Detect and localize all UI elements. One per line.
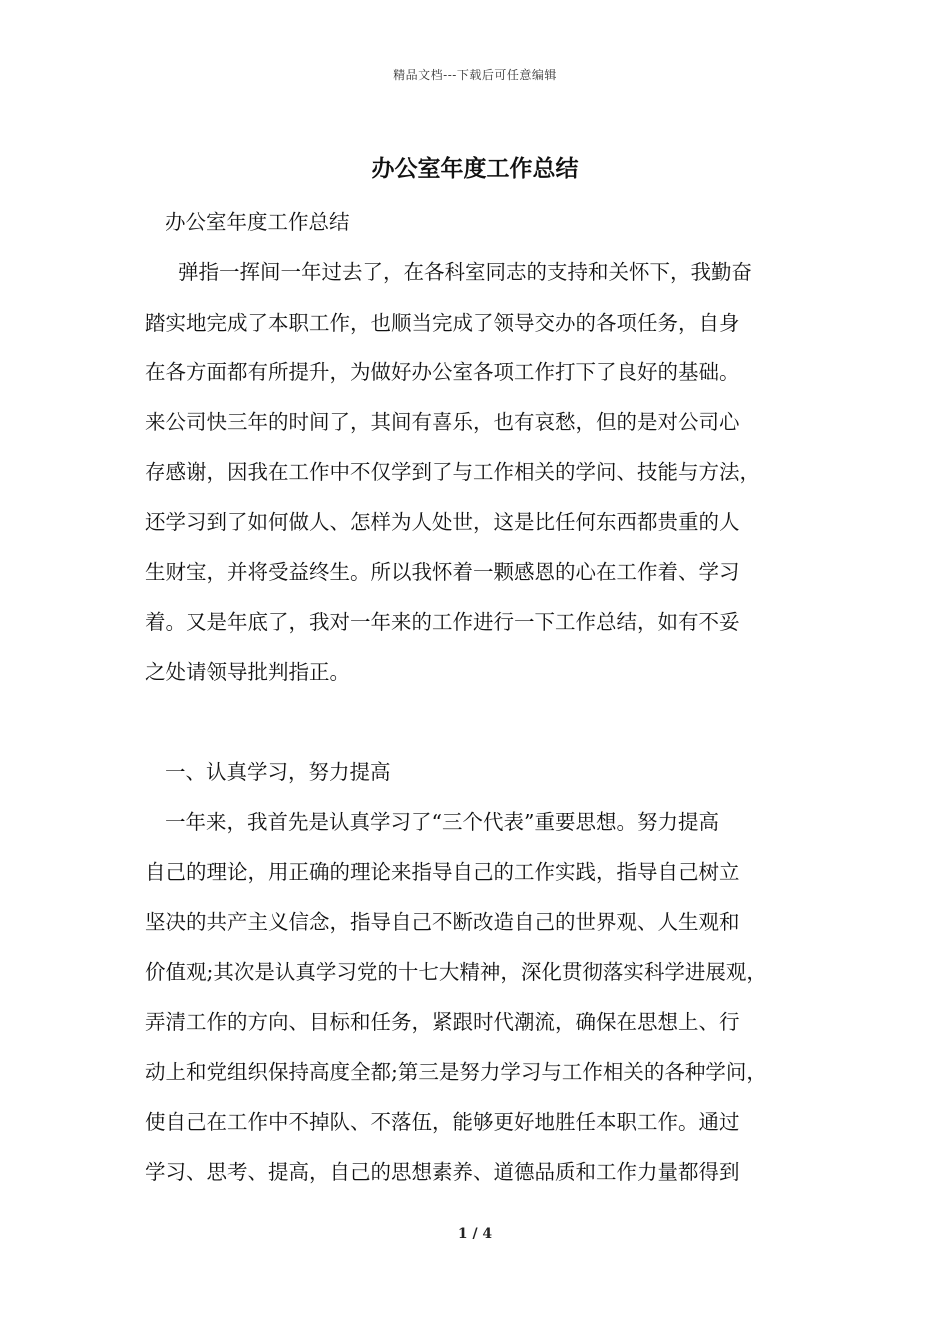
paragraph-line: 使自己在工作中不掉队、不落伍，能够更好地胜任本职工作。通过 — [145, 1110, 740, 1134]
paragraph-line: 学习、思考、提高，自己的思想素养、道德品质和工作力量都得到 — [145, 1160, 740, 1184]
paragraph-line: 坚决的共产主义信念，指导自己不断改造自己的世界观、人生观和 — [145, 910, 740, 934]
page-header: 精品文档---下载后可任意编辑 — [393, 68, 557, 82]
paragraph-line: 着。又是年底了，我对一年来的工作进行一下工作总结，如有不妥 — [145, 610, 740, 634]
paragraph-line: 存感谢，因我在工作中不仅学到了与工作相关的学问、技能与方法， — [145, 460, 760, 484]
paragraph-line: 之处请领导批判指正。 — [145, 660, 350, 684]
subtitle-line: 办公室年度工作总结 — [165, 210, 350, 234]
paragraph-line: 动上和党组织保持高度全都;第三是努力学习与工作相关的各种学问， — [145, 1060, 767, 1084]
paragraph-line: 还学习到了如何做人、怎样为人处世，这是比任何东西都贵重的人 — [145, 510, 740, 534]
document-title: 办公室年度工作总结 — [371, 155, 579, 182]
paragraph-line: 自己的理论，用正确的理论来指导自己的工作实践，指导自己树立 — [145, 860, 740, 884]
paragraph-line: 生财宝，并将受益终生。所以我怀着一颗感恩的心在工作着、学习 — [145, 560, 740, 584]
paragraph-line: 弹指一挥间一年过去了，在各科室同志的支持和关怀下，我勤奋 — [178, 260, 752, 284]
page-number: 1 / 4 — [457, 1226, 493, 1242]
paragraph-line: 价值观;其次是认真学习党的十七大精神，深化贯彻落实科学进展观， — [145, 960, 767, 984]
paragraph-line: 踏实地完成了本职工作，也顺当完成了领导交办的各项任务，自身 — [145, 311, 740, 335]
section-heading: 一、认真学习，努力提高 — [165, 760, 391, 784]
paragraph-line: 弄清工作的方向、目标和任务，紧跟时代潮流，确保在思想上、行 — [145, 1010, 740, 1034]
paragraph-line: 来公司快三年的时间了，其间有喜乐，也有哀愁，但的是对公司心 — [145, 410, 740, 434]
paragraph-line: 一年来，我首先是认真学习了“三个代表”重要思想。努力提高 — [165, 810, 719, 834]
paragraph-line: 在各方面都有所提升，为做好办公室各项工作打下了良好的基础。 — [145, 360, 740, 384]
